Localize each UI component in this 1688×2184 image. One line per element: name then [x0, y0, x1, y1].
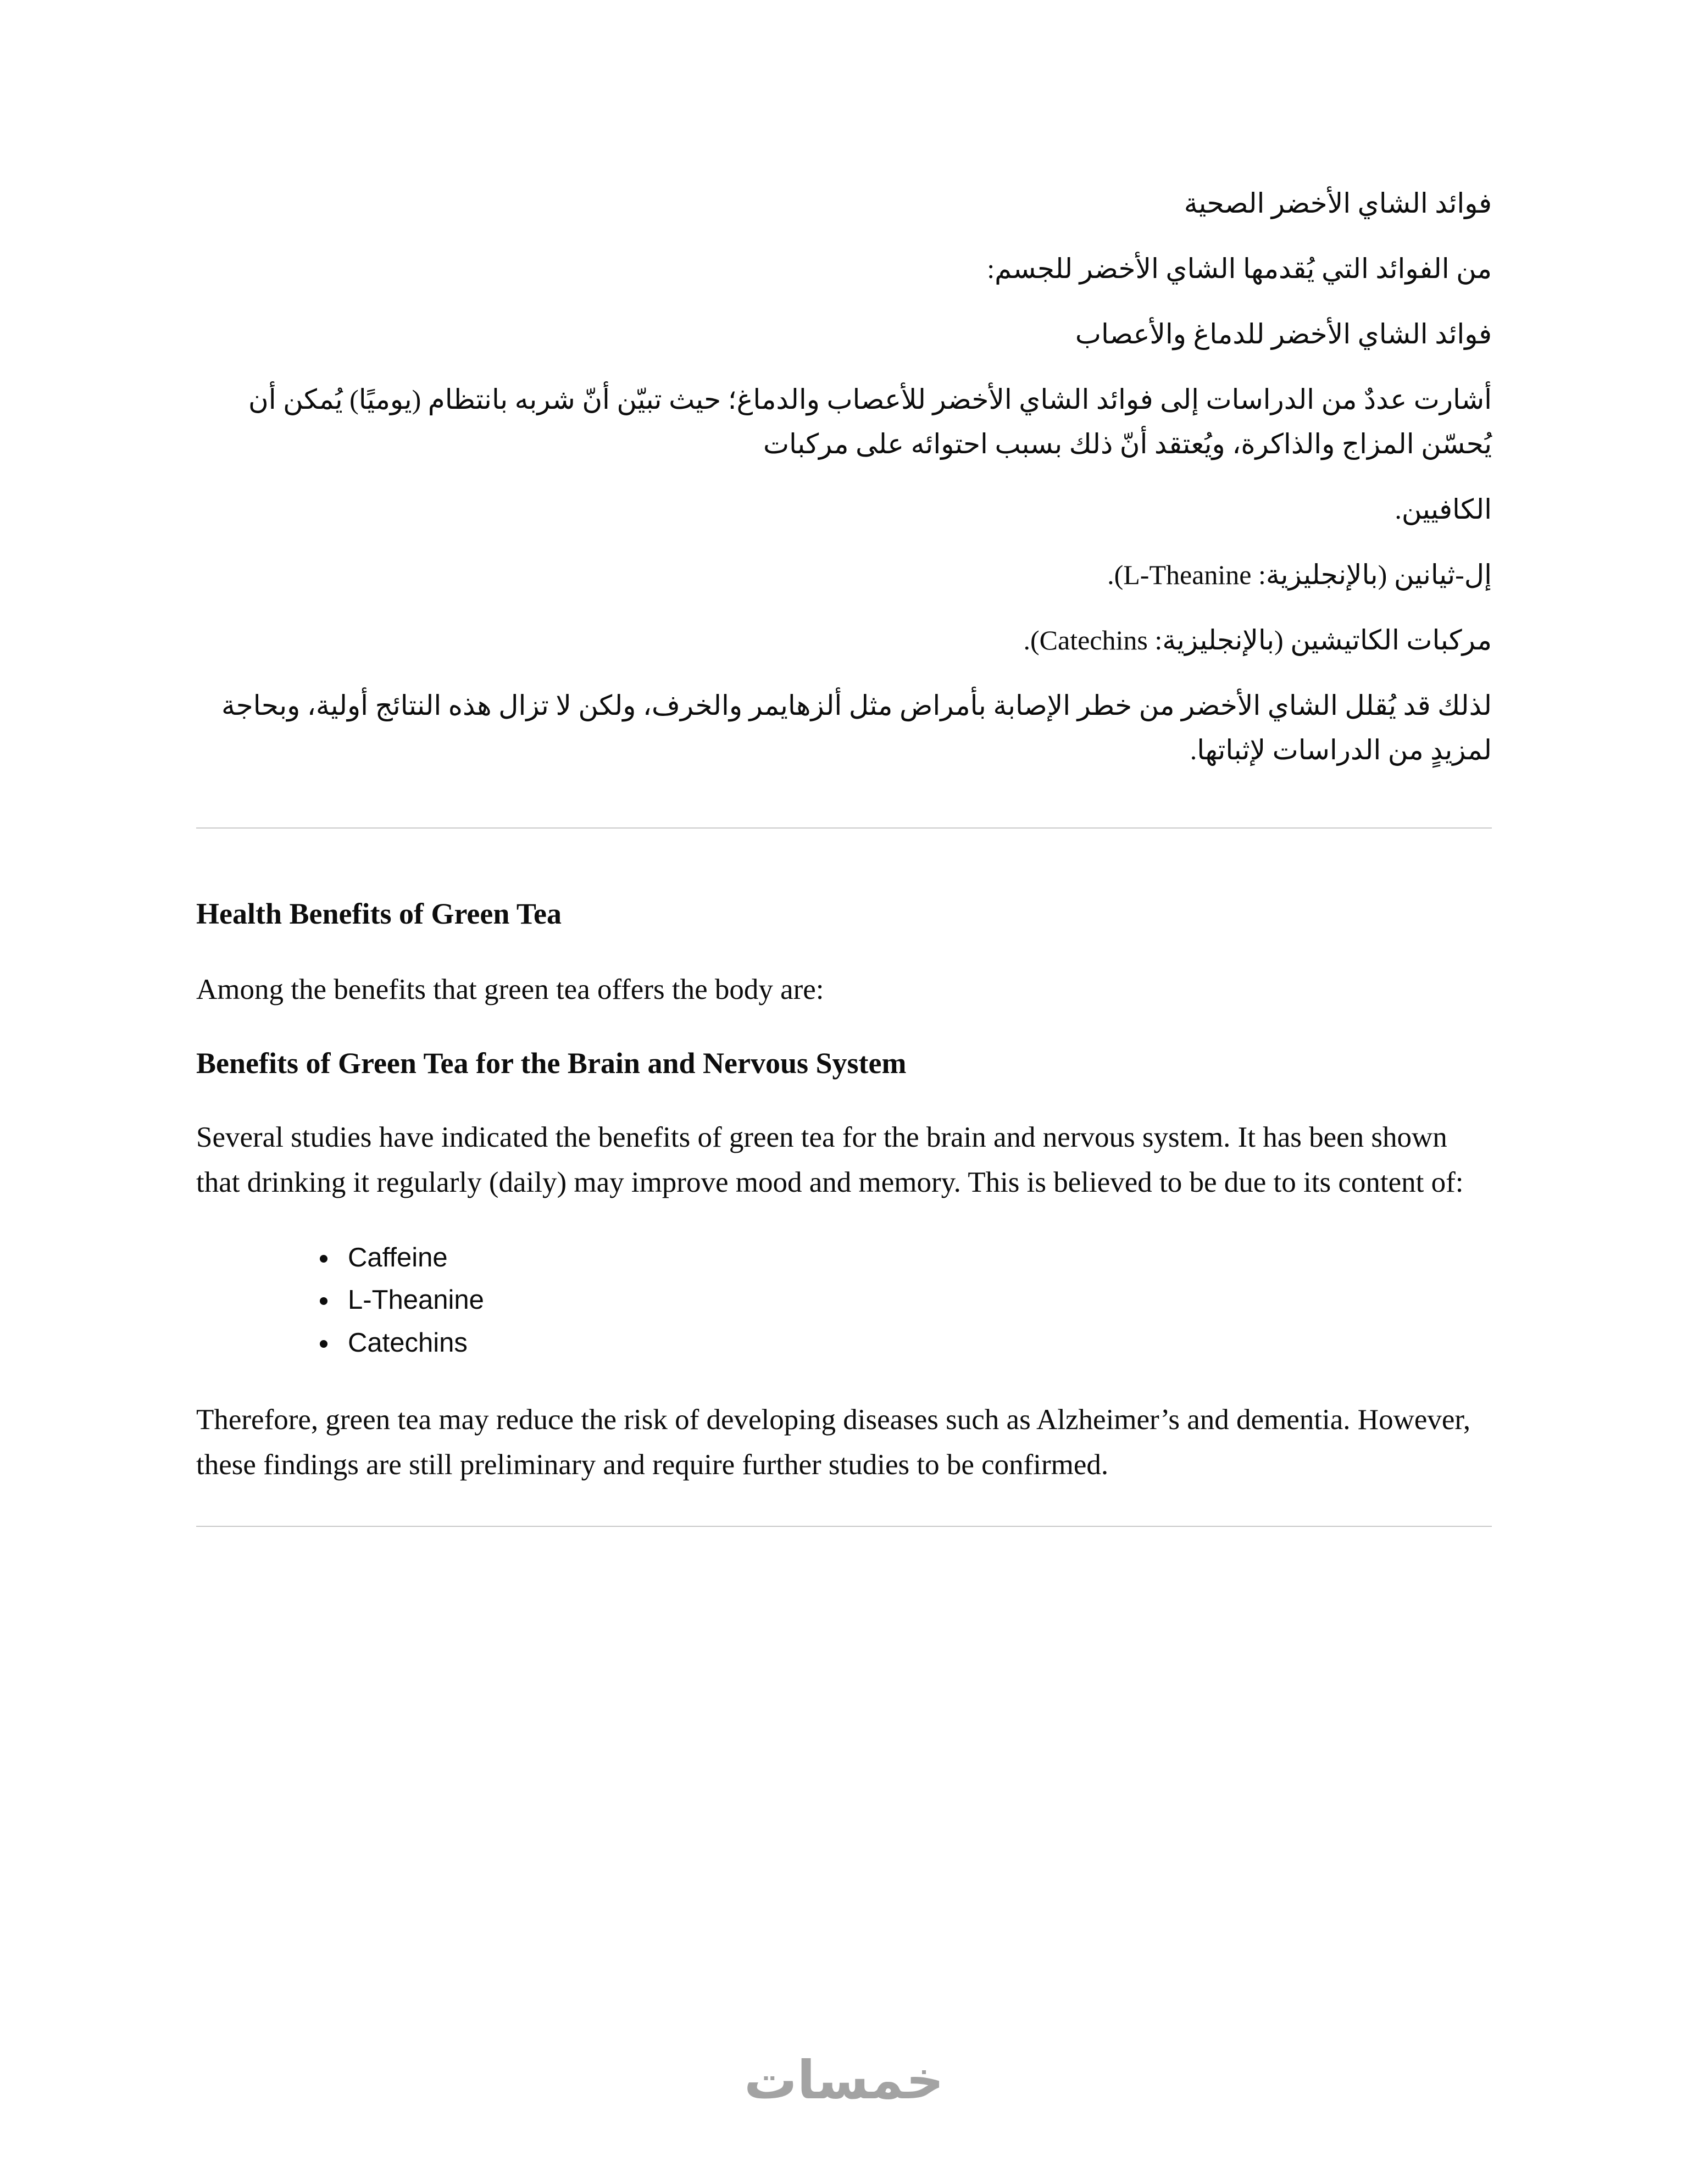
khamsat-watermark-logo: خمسات [744, 2049, 944, 2111]
bullet-item-catechins: • Catechins [339, 1322, 1492, 1364]
arabic-conclusion: لذلك قد يُقلل الشاي الأخضر من خطر الإصابة بأمراض مثل ألزهايمر والخرف، ولكن لا تزال هذه النتائج أولية، وبحاجة لمزيدٍ من الدراسات لإثباتها. [221, 690, 1492, 765]
arabic-body-paragraph: أشارت عددٌ من الدراسات إلى فوائد الشاي الأخضر للأعصاب والدماغ؛ حيث تبيّن أنّ شربه بانتظام (يوميًا) يُمكن أن يُحسّن المزاج والذاكرة، ويُعتقد أنّ ذلك بسبب احتوائه على مركبات [248, 384, 1492, 459]
english-section [196, 894, 1492, 1487]
section-divider-top [196, 827, 1492, 829]
arabic-section [196, 181, 1492, 773]
english-heading: Health Benefits of Green Tea [196, 897, 562, 930]
bullet-item-theanine: • L-Theanine [339, 1279, 1492, 1321]
english-intro: Among the benefits that green tea offers the body are: [196, 974, 824, 1006]
arabic-item-catechins: مركبات الكاتيشين (بالإنجليزية: Catechins). [1023, 625, 1492, 655]
english-conclusion: Therefore, green tea may reduce the risk of developing diseases such as Alzheimer’s and dementia. However, these findings are still preliminary and require further studies to be confirmed. [196, 1404, 1471, 1481]
section-divider-bottom [196, 1526, 1492, 1527]
arabic-item-caffeine: الكافيين. [1395, 494, 1492, 525]
ingredients-bullet-list [196, 1237, 1492, 1364]
arabic-item-theanine: إل-ثيانين (بالإنجليزية: L-Theanine). [1107, 559, 1492, 590]
english-body-paragraph: Several studies have indicated the benefits of green tea for the brain and nervous system. It has been shown that drinking it regularly (daily) may improve mood and memory. This is believed to be due to its content of: [196, 1121, 1464, 1198]
english-subheading: Benefits of Green Tea for the Brain and Nervous System [196, 1047, 907, 1080]
arabic-subheading: فوائد الشاي الأخضر للدماغ والأعصاب [1075, 319, 1492, 349]
bullet-item-caffeine: • Caffeine [339, 1237, 1492, 1279]
arabic-title: فوائد الشاي الأخضر الصحية [1184, 188, 1492, 219]
arabic-intro: من الفوائد التي يُقدمها الشاي الأخضر للجسم: [987, 253, 1492, 284]
